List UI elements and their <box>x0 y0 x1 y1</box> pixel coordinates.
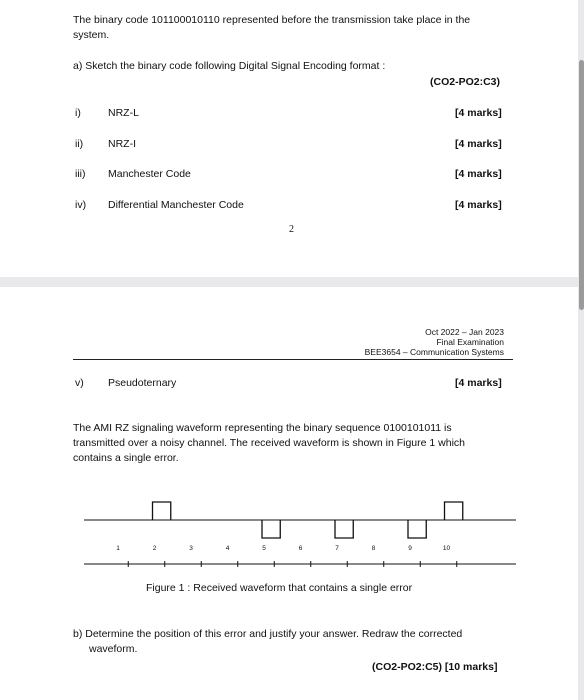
item-num: v) <box>75 377 84 389</box>
question-b-line-1: b) Determine the position of this error and justify your answer. Redraw the corrected <box>73 628 463 640</box>
page-2 <box>0 287 578 700</box>
header-rule <box>73 359 513 360</box>
negative-pulse <box>335 520 353 538</box>
header-line-1: Oct 2022 – Jan 2023 <box>425 327 504 337</box>
negative-pulse <box>262 520 280 538</box>
page-number: 2 <box>289 224 294 235</box>
tick-label: 5 <box>262 545 266 552</box>
figure-1-waveform <box>80 492 520 572</box>
tick-label: 3 <box>189 545 193 552</box>
item-marks: [4 marks] <box>455 199 502 211</box>
tick-label: 6 <box>298 545 303 552</box>
item-label: NRZ-I <box>108 138 136 150</box>
ami-line-2: transmitted over a noisy channel. The received waveform is shown in Figure 1 which <box>73 437 465 449</box>
intro-line-1: The binary code 101100010110 represented before the transmission take place in the <box>73 14 471 26</box>
figure-caption: Figure 1 : Received waveform that contains a single error <box>146 582 413 594</box>
question-a: a) Sketch the binary code following Digital Signal Encoding format : <box>73 60 386 72</box>
item-label: Differential Manchester Code <box>108 199 244 211</box>
item-label: Pseudoternary <box>108 377 177 389</box>
scrollbar[interactable] <box>579 60 584 310</box>
positive-pulse <box>445 502 463 520</box>
item-marks: [4 marks] <box>455 168 502 180</box>
header-line-2: Final Examination <box>436 337 504 347</box>
tick-label: 2 <box>152 545 157 552</box>
intro-line-2: system. <box>73 29 110 41</box>
tick-label: 1 <box>116 545 120 552</box>
item-num: ii) <box>75 138 84 150</box>
ami-line-1: The AMI RZ signaling waveform representing the binary sequence 0100101011 is <box>73 422 452 434</box>
negative-pulse <box>408 520 426 538</box>
header-line-3: BEE3654 – Communication Systems <box>364 347 504 357</box>
question-b-marks: (CO2-PO2:C5) [10 marks] <box>372 661 498 673</box>
item-label: Manchester Code <box>108 168 191 180</box>
item-marks: [4 marks] <box>455 107 502 119</box>
item-num: iii) <box>75 168 86 180</box>
ami-line-3: contains a single error. <box>73 452 179 464</box>
item-label: NRZ-L <box>108 107 139 119</box>
page-1 <box>0 0 578 277</box>
tick-label: 4 <box>225 545 230 552</box>
tick-label: 9 <box>408 545 412 552</box>
tick-label: 7 <box>335 545 339 552</box>
item-marks: [4 marks] <box>455 377 502 389</box>
item-num: i) <box>75 107 81 119</box>
question-b-line-2: waveform. <box>89 643 138 655</box>
positive-pulse <box>153 502 171 520</box>
item-marks: [4 marks] <box>455 138 502 150</box>
item-num: iv) <box>75 199 87 211</box>
tick-label: 8 <box>371 545 376 552</box>
co-tag-a: (CO2-PO2:C3) <box>430 76 501 88</box>
tick-label: 10 <box>442 545 451 552</box>
